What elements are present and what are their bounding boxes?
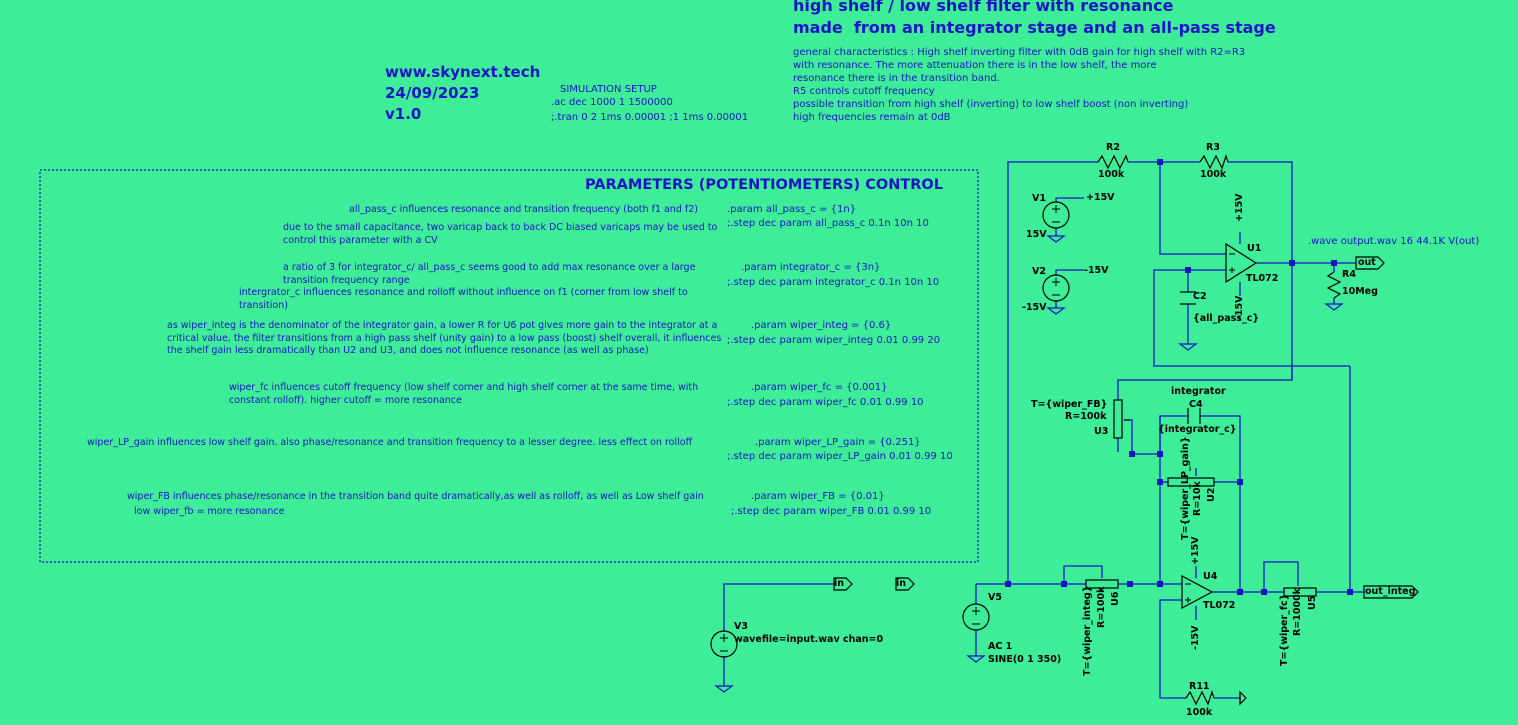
c4-ref[interactable]: C4 — [1189, 399, 1203, 410]
c2-value[interactable]: {all_pass_c} — [1193, 313, 1260, 324]
all-pass-param[interactable]: .param all_pass_c = {1n} — [727, 204, 857, 215]
junction — [1157, 451, 1163, 457]
u4-vplus: +15V — [1190, 536, 1201, 565]
r2-ref[interactable]: R2 — [1106, 142, 1120, 153]
v5-ref[interactable]: V5 — [988, 592, 1002, 603]
all-pass-step[interactable]: ;.step dec param all_pass_c 0.1n 10n 10 — [727, 218, 929, 229]
u5-resistance[interactable]: R=1000k — [1292, 587, 1303, 636]
ground-v2 — [1048, 308, 1064, 314]
net-out-integ-label[interactable]: out_integ — [1365, 586, 1416, 597]
v1-value[interactable]: 15V — [1026, 229, 1047, 240]
site-date: 24/09/2023 — [385, 84, 480, 102]
u1-model[interactable]: TL072 — [1246, 273, 1279, 284]
wiper-lp-desc: wiper_LP_gain influences low shelf gain. also phase/resonance and transition frequency to a lesser degree. less effect on rolloff — [87, 437, 693, 448]
junction — [1157, 159, 1163, 165]
u5-wiper[interactable]: T={wiper_fc} — [1279, 593, 1290, 666]
resistor-r2 — [1098, 156, 1128, 168]
resistor-r11 — [1186, 692, 1214, 704]
ratio-desc: a ratio of 3 for integrator_c/ all_pass_c seems good to add max resonance over a large transition frequency range — [283, 262, 696, 286]
general-line: with resonance. The more attenuation there is in the low shelf, the more — [793, 60, 1157, 71]
general-line: resonance there is in the transition band. — [793, 73, 1000, 84]
junction — [1331, 260, 1337, 266]
ground-v5 — [968, 656, 984, 662]
r3-ref[interactable]: R3 — [1206, 142, 1220, 153]
wiper-fb-desc-2: low wiper_fb = more resonance — [134, 506, 285, 517]
junction — [1347, 589, 1353, 595]
u3-ref[interactable]: U3 — [1094, 426, 1109, 437]
wire-top-left — [1008, 162, 1098, 584]
wiper-lp-param[interactable]: .param wiper_LP_gain = {0.251} — [755, 437, 921, 448]
pot-u2 — [1168, 478, 1214, 486]
junction — [1261, 589, 1267, 595]
u6-ref[interactable]: U6 — [1110, 591, 1121, 606]
all-pass-desc: all_pass_c influences resonance and transition frequency (both f1 and f2) — [349, 204, 698, 215]
integrator-param[interactable]: .param integrator_c = {3n} — [741, 262, 881, 273]
junction — [1289, 260, 1295, 266]
junction — [1129, 451, 1135, 457]
wiper-lp-step[interactable]: ;.step dec param wiper_LP_gain 0.01 0.99 10 — [727, 451, 953, 462]
u3-resistance[interactable]: R=100k — [1065, 411, 1107, 422]
resistor-r4 — [1328, 272, 1340, 298]
r4-value[interactable]: 10Meg — [1342, 286, 1378, 297]
v1-ref[interactable]: V1 — [1032, 193, 1046, 204]
r4-ref[interactable]: R4 — [1342, 269, 1356, 280]
junction — [1185, 267, 1191, 273]
u6-resistance[interactable]: R=100k — [1096, 586, 1107, 628]
u2-wiper[interactable]: T={wiper_LP_gain} — [1180, 436, 1191, 540]
r11-value[interactable]: 100k — [1186, 707, 1213, 718]
simulation-ac[interactable]: .ac dec 1000 1 1500000 — [551, 97, 673, 108]
wire-v1 — [1056, 198, 1084, 202]
v1-net: +15V — [1086, 192, 1115, 203]
ground-v3 — [716, 686, 732, 692]
junction — [1157, 479, 1163, 485]
wiper-integ-step[interactable]: ;.step dec param wiper_integ 0.01 0.99 20 — [727, 335, 941, 346]
wiper-integ-desc: as wiper_integ is the denominator of the integrator gain, a lower R for U6 pot gives more gain to the integrator at a critical value, the filter transitions from a high pass shelf (unity gain) to a low pass (boost) shelf overall, it influences the shelf gain less dramatically than U2 and U3, and does not influence resonance (as well as phase) — [167, 320, 722, 356]
wire-u4-noninv — [1160, 600, 1186, 698]
ground-v1 — [1048, 236, 1064, 242]
wire-u3-wiper — [1124, 420, 1160, 454]
simulation-heading: SIMULATION SETUP — [560, 84, 657, 95]
r3-value[interactable]: 100k — [1200, 169, 1227, 180]
integrator-desc: intergrator_c influences resonance and rolloff without influence on f1 (corner from low shelf to transition) — [239, 287, 688, 311]
varicap-desc: due to the small capacitance, two varicap back to back DC biased varicaps may be used to control this parameter with a CV — [283, 222, 718, 246]
wire-c4-right — [1200, 416, 1240, 592]
r2-value[interactable]: 100k — [1098, 169, 1125, 180]
wiper-fc-param[interactable]: .param wiper_fc = {0.001} — [751, 382, 888, 393]
u1-vplus: +15V — [1234, 193, 1245, 222]
junction — [1157, 581, 1163, 587]
net-in-label[interactable]: in — [834, 578, 845, 589]
v3-value[interactable]: wavefile=input.wav chan=0 — [734, 634, 884, 645]
integrator-label: integrator — [1171, 386, 1226, 397]
junction — [1005, 581, 1011, 587]
integrator-step[interactable]: ;.step dec param integrator_c 0.1n 10n 10 — [727, 277, 940, 288]
junction — [1127, 581, 1133, 587]
title-line-2: made from an integrator stage and an all-pass stage — [793, 18, 1276, 37]
v3-ref[interactable]: V3 — [734, 621, 748, 632]
junction — [1237, 479, 1243, 485]
u4-ref[interactable]: U4 — [1203, 571, 1218, 582]
wiper-fb-step[interactable]: ;.step dec param wiper_FB 0.01 0.99 10 — [731, 506, 932, 517]
v5-ac[interactable]: AC 1 — [988, 641, 1013, 652]
wiper-fc-step[interactable]: ;.step dec param wiper_fc 0.01 0.99 10 — [727, 397, 924, 408]
v2-ref[interactable]: V2 — [1032, 266, 1046, 277]
ground-c2 — [1180, 344, 1196, 350]
ground-r4 — [1326, 304, 1342, 310]
wiper-fb-desc: wiper_FB influences phase/resonance in the transition band quite dramatically,as well as rolloff, as well as Low shelf gain — [127, 491, 704, 502]
net-out-label[interactable]: out — [1358, 257, 1376, 268]
wiper-fb-param[interactable]: .param wiper_FB = {0.01} — [751, 491, 885, 502]
wiper-integ-param[interactable]: .param wiper_integ = {0.6} — [751, 320, 892, 331]
v5-sine[interactable]: SINE(0 1 350) — [988, 654, 1062, 665]
u2-resistance[interactable]: R=10k — [1192, 481, 1203, 516]
u1-ref[interactable]: U1 — [1247, 243, 1262, 254]
u4-model[interactable]: TL072 — [1203, 600, 1236, 611]
u1-vminus: -15V — [1234, 295, 1245, 320]
u4-vminus: -15V — [1190, 625, 1201, 650]
resistor-r3 — [1200, 156, 1228, 168]
r11-ref[interactable]: R11 — [1189, 681, 1210, 692]
c4-value[interactable]: {integrator_c} — [1158, 424, 1237, 435]
u5-ref[interactable]: U5 — [1307, 595, 1318, 610]
c2-ref[interactable]: C2 — [1193, 291, 1207, 302]
general-line: high frequencies remain at 0dB — [793, 112, 951, 123]
junction — [1061, 581, 1067, 587]
pot-u3 — [1114, 400, 1122, 438]
title-line-1: high shelf / low shelf filter with resonance — [793, 0, 1174, 15]
simulation-tran[interactable]: ;.tran 0 2 1ms 0.00001 ;1 1ms 0.00001 — [551, 112, 749, 123]
u2-ref[interactable]: U2 — [1206, 487, 1217, 502]
net-in2-label[interactable]: in — [896, 578, 907, 589]
wire-u6-wiper — [1064, 566, 1102, 584]
site-url[interactable]: www.skynext.tech — [385, 63, 541, 81]
general-line: general characteristics : High shelf inverting filter with 0dB gain for high shelf with R2=R3 — [793, 47, 1246, 58]
wiper-fc-desc: wiper_fc influences cutoff frequency (low shelf corner and high shelf corner at the same time, with constant rolloff). higher cutoff = more resonance — [229, 382, 699, 406]
general-line: possible transition from high shelf (inverting) to low shelf boost (non inverting) — [793, 99, 1189, 110]
site-version: v1.0 — [385, 105, 422, 123]
wire-u1-noninv — [1154, 270, 1292, 380]
u6-wiper[interactable]: T={wiper_integ} — [1082, 585, 1093, 676]
net-label-r11 — [1240, 692, 1246, 704]
v2-value[interactable]: -15V — [1022, 302, 1047, 313]
params-title: PARAMETERS (POTENTIOMETERS) CONTROL — [585, 177, 943, 193]
v2-net: -15V — [1084, 265, 1109, 276]
u3-wiper[interactable]: T={wiper_FB} — [1031, 399, 1108, 410]
general-line: R5 controls cutoff frequency — [793, 86, 935, 97]
junction — [1237, 589, 1243, 595]
wave-directive[interactable]: .wave output.wav 16 44.1K V(out) — [1308, 236, 1480, 247]
